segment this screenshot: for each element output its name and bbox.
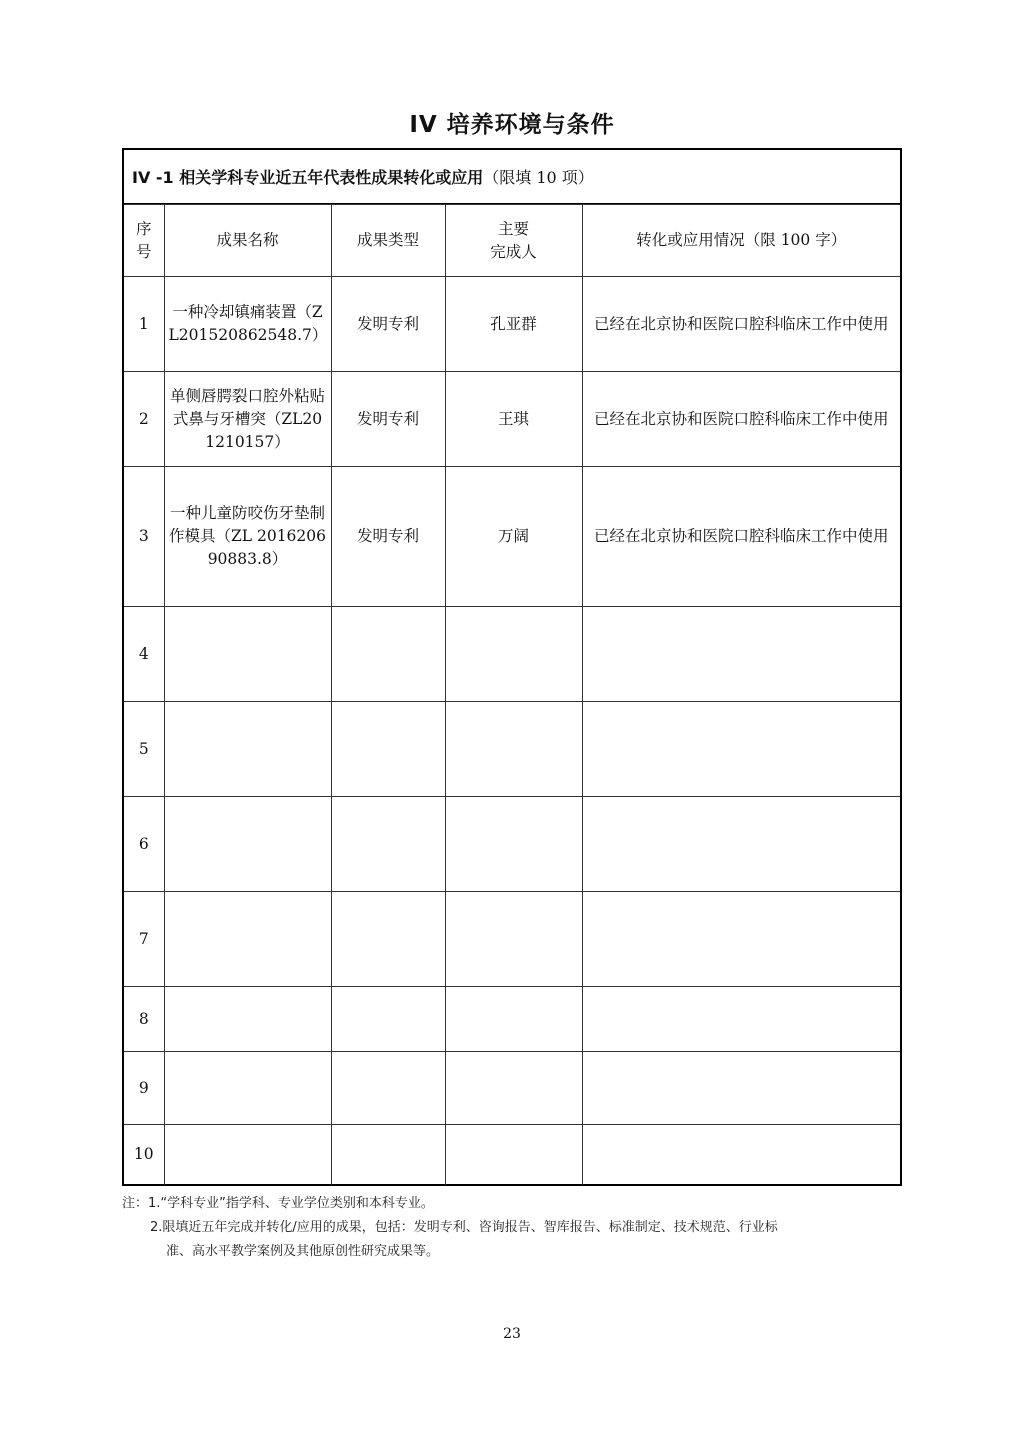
cell-no: 5: [124, 702, 164, 797]
cell-usage: [582, 892, 900, 987]
cell-no: 9: [124, 1052, 164, 1125]
header-main-contributor-line2: 完成人: [490, 242, 537, 261]
cell-no: 2: [124, 372, 164, 467]
header-main-contributor: [445, 205, 582, 277]
cell-type: [331, 892, 445, 987]
cell-person: 王琪: [445, 372, 582, 467]
cell-no: 8: [124, 987, 164, 1052]
cell-name: [164, 1125, 331, 1185]
cell-usage: 已经在北京协和医院口腔科临床工作中使用: [582, 467, 900, 607]
header-achievement-name: 成果名称: [164, 205, 331, 277]
table-row: [124, 607, 900, 702]
cell-no: 6: [124, 797, 164, 892]
section-limit-note: （限填 10 项）: [483, 168, 594, 187]
header-main-contributor-line1: 主要: [497, 219, 529, 238]
header-serial-no: 序号: [124, 205, 164, 277]
cell-type: [331, 797, 445, 892]
table-row: [124, 702, 900, 797]
cell-person: [445, 987, 582, 1052]
table-row: [124, 1052, 900, 1125]
section-heading: [124, 150, 900, 204]
cell-type: 发明专利: [331, 372, 445, 467]
table-row: [124, 892, 900, 987]
cell-usage: 已经在北京协和医院口腔科临床工作中使用: [582, 372, 900, 467]
cell-name: [164, 892, 331, 987]
cell-usage: [582, 1125, 900, 1185]
achievements-table: [124, 204, 900, 1185]
cell-usage: [582, 797, 900, 892]
cell-no: 7: [124, 892, 164, 987]
cell-type: 发明专利: [331, 277, 445, 372]
table-row: [124, 987, 900, 1052]
section-title: IV -1 相关学科专业近五年代表性成果转化或应用: [132, 168, 484, 187]
cell-name: [164, 1052, 331, 1125]
cell-name: [164, 702, 331, 797]
footnotes: [122, 1192, 912, 1264]
table-row: [124, 277, 900, 372]
cell-type: [331, 987, 445, 1052]
cell-name: 一种冷却镇痛装置（ZL201520862548.7）: [164, 277, 331, 372]
footnote-1: 注：1.“学科专业”指学科、专业学位类别和本科专业。: [122, 1196, 434, 1211]
cell-no: 10: [124, 1125, 164, 1185]
table-row: [124, 372, 900, 467]
cell-person: 孔亚群: [445, 277, 582, 372]
cell-type: [331, 607, 445, 702]
cell-person: [445, 607, 582, 702]
cell-usage: [582, 702, 900, 797]
table-row: [124, 1125, 900, 1185]
page-title: IV 培养环境与条件: [409, 112, 615, 138]
footnote-2-continued: 准、高水平教学案例及其他原创性研究成果等。: [166, 1244, 440, 1259]
cell-person: [445, 797, 582, 892]
footnote-2: 2.限填近五年完成并转化/应用的成果，包括：发明专利、咨询报告、智库报告、标准制定、技术规范、行业标: [150, 1220, 778, 1235]
cell-usage: [582, 1052, 900, 1125]
table-row: [124, 467, 900, 607]
cell-person: [445, 702, 582, 797]
cell-person: 万阔: [445, 467, 582, 607]
cell-type: 发明专利: [331, 467, 445, 607]
cell-type: [331, 702, 445, 797]
header-application-status: 转化或应用情况（限 100 字）: [582, 205, 900, 277]
cell-usage: [582, 987, 900, 1052]
cell-usage: 已经在北京协和医院口腔科临床工作中使用: [582, 277, 900, 372]
cell-no: 3: [124, 467, 164, 607]
header-achievement-type: 成果类型: [331, 205, 445, 277]
cell-name: 单侧唇腭裂口腔外粘贴式鼻与牙槽突（ZL201210157）: [164, 372, 331, 467]
page-number: 23: [503, 1326, 521, 1342]
cell-name: [164, 607, 331, 702]
form-frame: [122, 148, 902, 1186]
cell-name: 一种儿童防咬伤牙垫制作模具（ZL 201620690883.8）: [164, 467, 331, 607]
cell-type: [331, 1125, 445, 1185]
cell-usage: [582, 607, 900, 702]
cell-name: [164, 987, 331, 1052]
cell-person: [445, 1052, 582, 1125]
cell-name: [164, 797, 331, 892]
table-row: [124, 797, 900, 892]
cell-type: [331, 1052, 445, 1125]
table-header-row: [124, 205, 900, 277]
cell-no: 1: [124, 277, 164, 372]
cell-person: [445, 1125, 582, 1185]
cell-person: [445, 892, 582, 987]
cell-no: 4: [124, 607, 164, 702]
